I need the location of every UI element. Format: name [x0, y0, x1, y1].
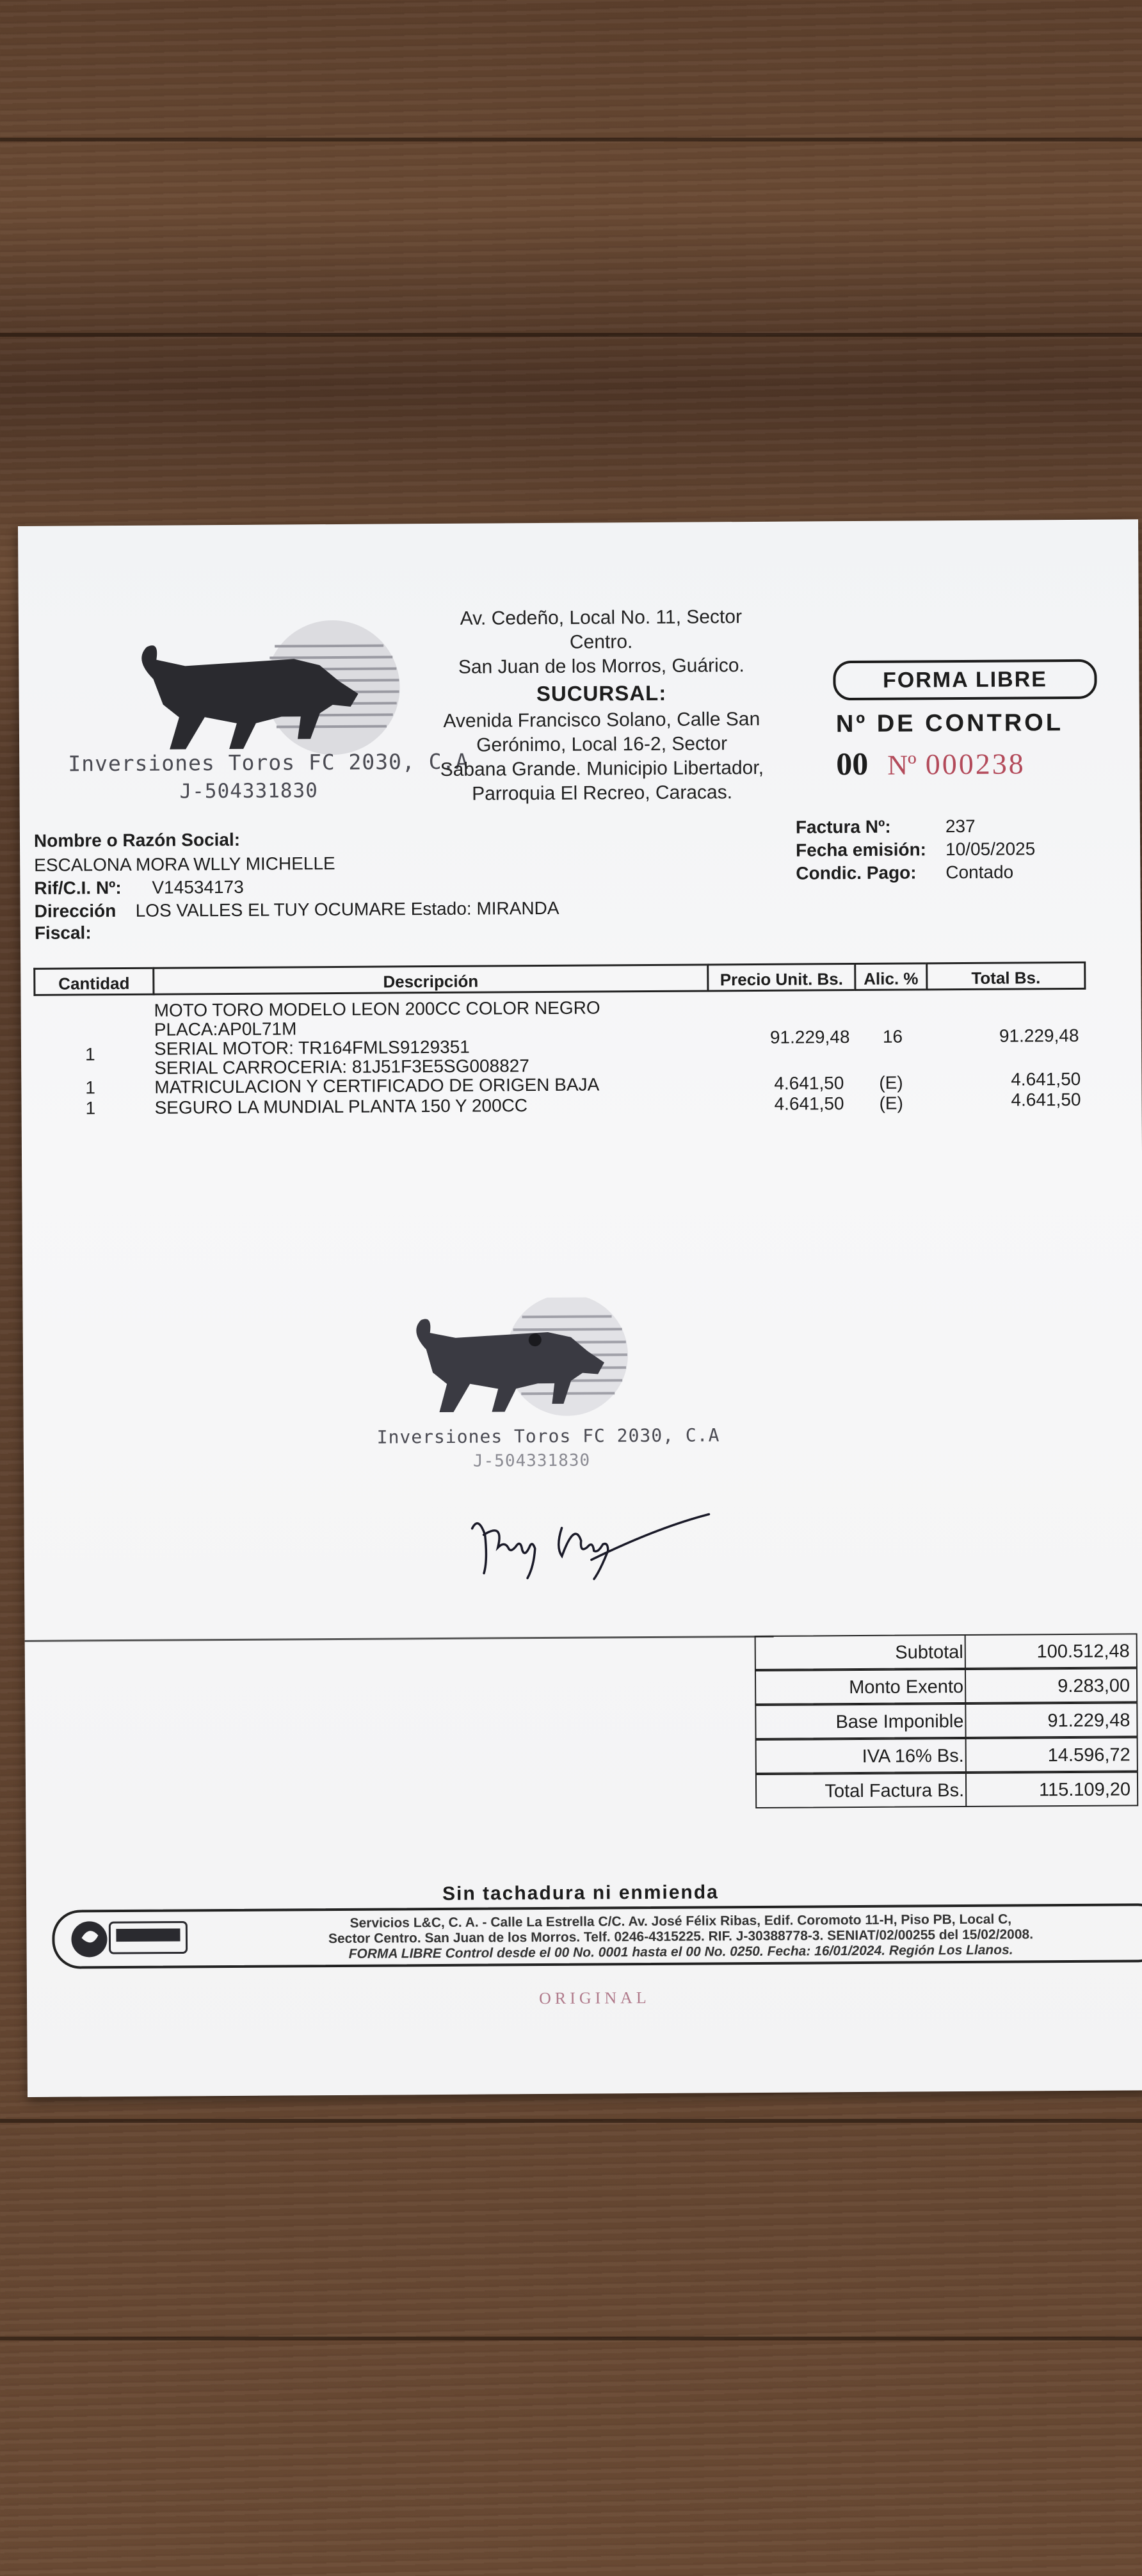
header-description: Descripción — [152, 963, 707, 995]
address-line: Av. Cedeño, Local No. 11, Sector Centro. — [460, 606, 743, 653]
item-unit-price: 91.229,48 — [769, 1027, 850, 1047]
payment-terms-label: Condic. Pago: — [796, 862, 917, 883]
original-mark: ORIGINAL — [538, 1988, 650, 2008]
customer-rif: V14534173 — [152, 876, 244, 898]
item-description-line: SERIAL MOTOR: TR164FMLS9129351 — [154, 1036, 470, 1059]
exempt-value: 9.283,00 — [1058, 1675, 1130, 1697]
branch-line: Parroquia El Recreo, Caracas. — [472, 782, 733, 805]
item-unit-price: 4.641,50 — [774, 1093, 844, 1114]
header-unit-price: Precio Unit. Bs. — [707, 963, 854, 992]
item-unit-price: 4.641,50 — [774, 1073, 844, 1093]
control-no-label: Nº — [887, 749, 917, 781]
customer-name-label: Nombre o Razón Social: — [33, 829, 241, 851]
customer-name: ESCALONA MORA WLLY MICHELLE — [34, 853, 335, 875]
wood-seam — [0, 138, 1142, 141]
signature — [465, 1508, 722, 1586]
item-rate: 16 — [882, 1026, 903, 1047]
customer-rif-label: Rif/C.I. Nº: — [34, 878, 122, 898]
branch-title: SUCURSAL: — [536, 680, 667, 706]
item-rate: (E) — [879, 1072, 903, 1093]
wood-seam — [0, 333, 1142, 337]
item-qty: 1 — [84, 1044, 95, 1065]
bull-logo — [127, 620, 429, 769]
logo-rif: J-504331830 — [179, 779, 318, 803]
subtotal-value: 100.512,48 — [1036, 1641, 1130, 1662]
branch-line: Avenida Francisco Solano, Calle San — [443, 708, 760, 732]
customer-address-label: Dirección — [34, 901, 117, 921]
company-stamp — [400, 1297, 657, 1433]
totals-row — [755, 1668, 1138, 1705]
item-rate: (E) — [879, 1093, 903, 1113]
stamp-rif: J-504331830 — [472, 1451, 591, 1471]
issue-date: 10/05/2025 — [945, 839, 1036, 860]
printer-line: Sector Centro. San Juan de los Morros. Telf. 0246-4315225. RIF. J-30388778-3. SENIAT/02/00255 del 15/02/2008. — [328, 1927, 1034, 1947]
payment-terms: Contado — [945, 862, 1014, 883]
item-description-line: MOTO TORO MODELO LEON 200CC COLOR NEGRO — [154, 997, 600, 1020]
totals-row — [755, 1702, 1138, 1739]
control-number — [836, 744, 1025, 782]
totals-divider — [25, 1636, 774, 1642]
invoice-paper — [18, 519, 1142, 2097]
taxable-base-value: 91.229,48 — [1047, 1710, 1130, 1732]
main-address — [435, 605, 768, 680]
wood-seam — [0, 2119, 1142, 2123]
header-rate: Alic. % — [854, 962, 926, 991]
item-description-line: SERIAL CARROCERIA: 81J51F3E5SG008827 — [154, 1056, 529, 1078]
printer-footer — [52, 1903, 1142, 1969]
header-quantity: Cantidad — [33, 967, 152, 996]
no-erasures-notice: Sin tachadura ni enmienda — [442, 1881, 719, 1904]
printer-line: Servicios L&C, C. A. - Calle La Estrella C/C. Av. José Félix Ribas, Edif. Coromoto 11-H, Piso PB, Local C, — [350, 1912, 1012, 1931]
printer-line: FORMA LIBRE Control desde el 00 No. 0001 hasta el 00 No. 0250. Fecha: 16/01/2024. Región Los Llanos. — [348, 1942, 1013, 1961]
totals-row — [755, 1737, 1138, 1774]
control-title: Nº DE CONTROL — [835, 709, 1064, 738]
control-prefix: 00 — [836, 745, 869, 782]
item-description-line: MATRICULACION Y CERTIFICADO DE ORIGEN BAJA — [154, 1074, 600, 1097]
customer-address-label-2: Fiscal: — [34, 922, 92, 943]
item-description-line: PLACA:AP0L71M — [154, 1018, 297, 1040]
exempt-label: Monto Exento — [849, 1677, 964, 1698]
totals-row — [755, 1633, 1138, 1670]
wood-seam — [0, 2337, 1142, 2340]
vat-value: 14.596,72 — [1047, 1744, 1130, 1766]
item-total: 4.641,50 — [1011, 1089, 1081, 1110]
header-total: Total Bs. — [926, 962, 1086, 991]
item-total: 4.641,50 — [1011, 1068, 1081, 1090]
printer-details — [207, 1911, 1142, 1963]
totals-box — [755, 1633, 1139, 1810]
address-line: San Juan de los Morros, Guárico. — [458, 655, 744, 678]
printer-logo — [66, 1915, 194, 1962]
control-digits: 000238 — [925, 747, 1025, 781]
vat-label: IVA 16% Bs. — [862, 1746, 964, 1767]
branch-line: Sabana Grande. Municipio Libertador, — [440, 757, 764, 780]
issue-date-label: Fecha emisión: — [796, 839, 927, 860]
item-description-line: SEGURO LA MUNDIAL PLANTA 150 Y 200CC — [154, 1095, 528, 1118]
totals-row — [755, 1771, 1138, 1808]
taxable-base-label: Base Imponible — [835, 1711, 964, 1733]
branch-address — [435, 707, 769, 807]
branch-line: Gerónimo, Local 16-2, Sector — [476, 733, 728, 756]
item-qty: 1 — [85, 1077, 96, 1098]
invoice-total-label: Total Factura Bs. — [824, 1780, 965, 1802]
invoice-total-value: 115.109,20 — [1038, 1779, 1131, 1801]
item-qty: 1 — [85, 1098, 96, 1118]
invoice-number-label: Factura Nº: — [795, 816, 891, 837]
customer-address: LOS VALLES EL TUY OCUMARE Estado: MIRANDA — [135, 898, 559, 921]
stamp-company-name: Inversiones Toros FC 2030, C.A — [376, 1424, 720, 1448]
subtotal-label: Subtotal — [895, 1642, 963, 1663]
invoice-number: 237 — [945, 816, 976, 837]
item-total: 91.229,48 — [999, 1025, 1079, 1046]
forma-libre-badge: FORMA LIBRE — [833, 659, 1097, 701]
logo-company-name: Inversiones Toros FC 2030, C.A — [68, 748, 469, 777]
